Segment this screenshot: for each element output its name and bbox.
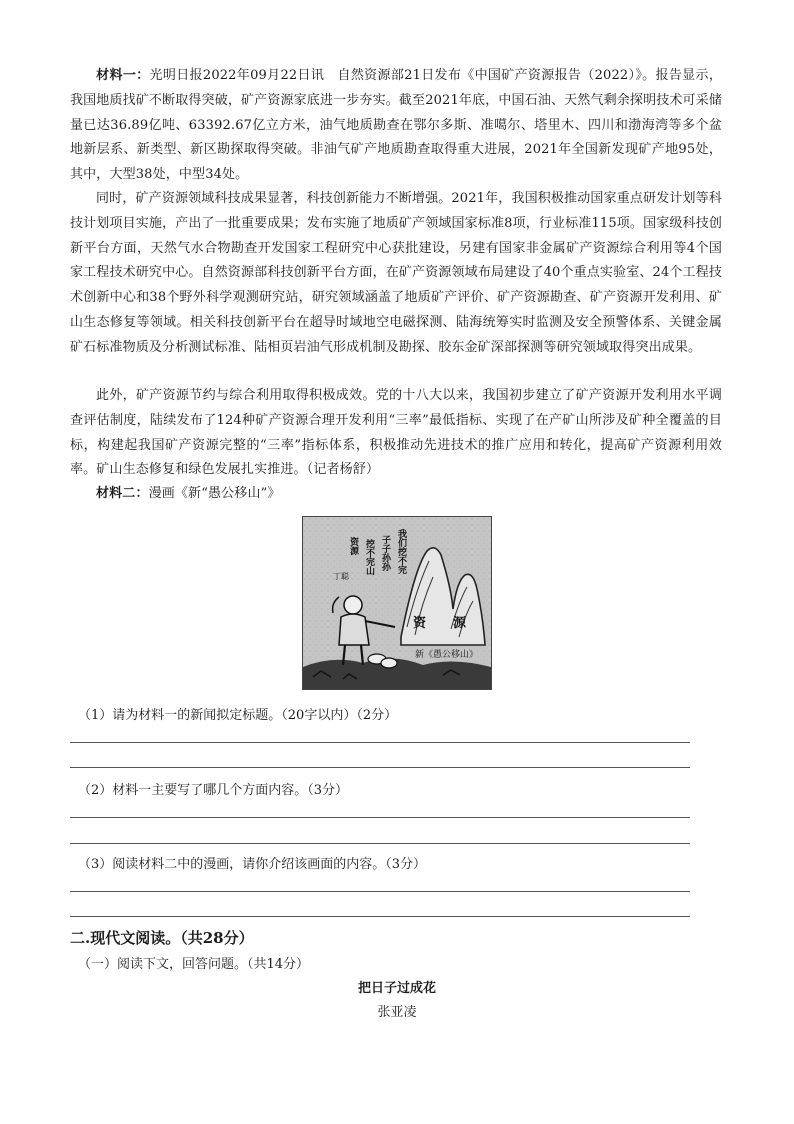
material1-label: 材料一：	[96, 68, 150, 83]
answer-line[interactable]	[70, 767, 690, 768]
material2-label: 材料二：	[96, 486, 149, 501]
material1-paragraph-3: 此外，矿产资源节约与综合利用取得积极成效。党的十八大以来，我国初步建立了矿产资源开发利用水平调查评估制度，陆续发布了124种矿产资源合理开发利用“三率”最低指标、实现了在产矿山所涉及矿种全覆盖的目标，构建起我国矿产资源完整的“三率”指标体系，积极推动先进技术的推广应用和转化，提高矿产资源利用效率。矿山生态修复和绿色发展扎实推进。（记者杨舒）	[70, 388, 722, 478]
cartoon-mountain-label-1: 资	[413, 616, 427, 631]
cartoon-signature: 丁聪	[333, 572, 349, 581]
question-3: （3）阅读材料二中的漫画，请你介绍该画面的内容。（3分）	[78, 857, 427, 872]
question-2: （2）材料一主要写了哪几个方面内容。（3分）	[78, 783, 349, 798]
cartoon-speech-2: 子子孙孙	[380, 535, 390, 571]
article-author: 张亚凌	[377, 1005, 417, 1020]
answer-line[interactable]	[70, 843, 690, 844]
cartoon-caption: 新《愚公移山》	[415, 650, 479, 660]
cartoon-speech-3: 挖不完山	[364, 539, 374, 575]
cartoon-mountain-label-2: 源	[453, 616, 467, 631]
answer-line[interactable]	[70, 916, 690, 917]
section-2-subtitle: （一）阅读下文，回答问题。（共14分）	[78, 957, 310, 972]
section-2-title: 二.现代文阅读。（共28分）	[70, 929, 254, 947]
cartoon-speech-4: 资源	[348, 537, 358, 555]
material2-title: 漫画《新“愚公移山”》	[148, 486, 281, 501]
material1-text-1: 光明日报2022年09月22日讯 自然资源部21日发布《中国矿产资源报告（2022）》。报告显示，我国地质找矿不断取得突破，矿产资源家底进一步夯实。截至2021年底，中国石油、天然气剩余探明技术可采储量已达36.89亿吨、63392.67亿立方米，油气地质勘查在鄂尔多斯、准噶尔、塔里木、四川和渤海湾等多个盆地新层系、新类型、新区勘探取得突破。非油气矿产地质勘查取得重大进展，2021年全国新发现矿产地95处，其中，大型38处，中型34处。	[70, 68, 722, 183]
answer-line[interactable]	[70, 817, 690, 818]
cartoon-speech-1: 我们挖不完	[396, 529, 406, 574]
article-title: 把日子过成花	[357, 981, 436, 996]
material2-heading	[70, 482, 722, 507]
material1-paragraph-2: 同时，矿产资源领域科技成果显著，科技创新能力不断增强。2021年，我国积极推动国家重点研发计划等科技计划项目实施，产出了一批重要成果；发布实施了地质矿产领域国家标准8项，行业标准115项。国家级科技创新平台方面，天然气水合物勘查开发国家工程研究中心获批建设，另建有国家非金属矿产资源综合利用等4个国家工程技术研究中心。自然资源部科技创新平台方面，在矿产资源领域布局建设了40个重点实验室、24个工程技术创新中心和38个野外科学观测研究站，研究领域涵盖了地质矿产评价、矿产资源勘查、矿产资源开发利用、矿山生态修复等领域。相关科技创新平台在超导时域地空电磁探测、陆海统筹实时监测及安全预警体系、关键金属矿石标准物质及分析测试标准、陆相页岩油气形成机制及勘探、胶东金矿深部探测等研究领域取得突出成果。	[70, 191, 722, 355]
answer-line[interactable]	[70, 891, 690, 892]
answer-line[interactable]	[70, 742, 690, 743]
cartoon-image	[302, 516, 492, 690]
material1-paragraph-1	[70, 64, 722, 188]
question-1: （1）请为材料一的新闻拟定标题。（20字以内）（2分）	[78, 708, 398, 723]
